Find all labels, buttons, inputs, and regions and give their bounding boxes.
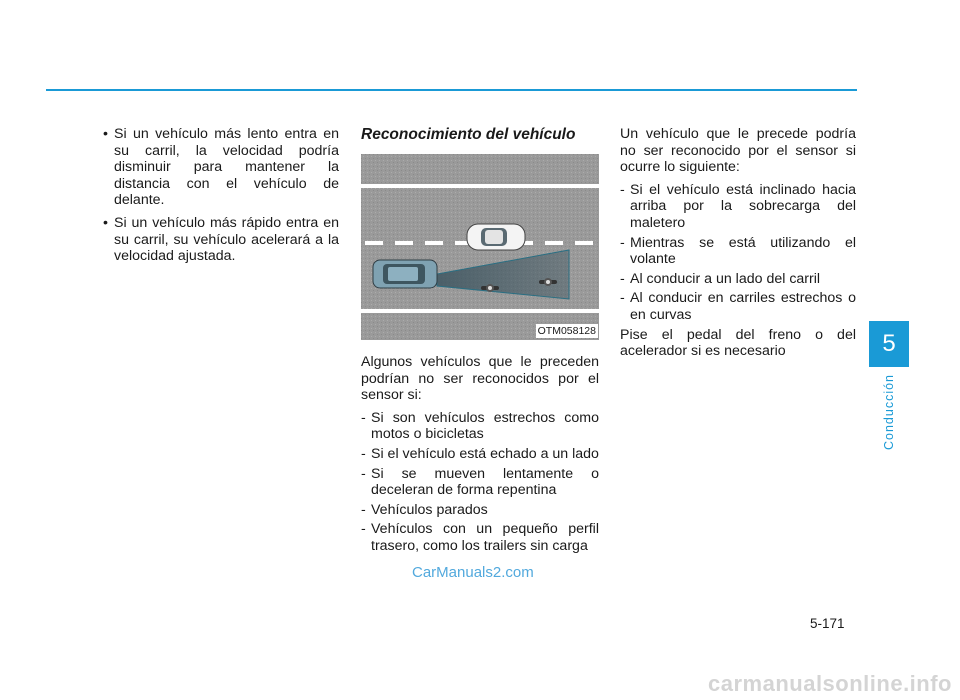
bullet-list (100, 126, 339, 265)
own-vehicle (373, 260, 437, 288)
watermark: CarManuals2.com (412, 564, 534, 581)
paragraph: Un vehículo que le precede podría no ser reconocido por el sensor si ocurre lo siguiente: (620, 126, 856, 176)
column-3 (620, 126, 856, 366)
preceding-car (467, 224, 525, 250)
road-edge-line (361, 184, 599, 188)
list-item: - Al conducir en carriles estrechos o en curvas (620, 290, 856, 323)
list-item: - Si se mueven lentamente o deceleran de forma repentina (361, 466, 599, 499)
road-illustration (361, 154, 599, 340)
list-item: • Si un vehículo más rápido entra en su carril, su vehículo acelerará a la velocidad ajustada. (100, 215, 339, 265)
top-rule (46, 89, 857, 91)
list-item: - Si son vehículos estrechos como motos o bicicletas (361, 410, 599, 443)
column-1 (100, 126, 339, 271)
list-item: - Si el vehículo está inclinado hacia arriba por la sobrecarga del maletero (620, 182, 856, 232)
figure-code: OTM058128 (537, 325, 596, 337)
list-item: • Si un vehículo más lento entra en su carril, la velocidad podría disminuir para mantener la distancia con el vehículo de delante. (100, 126, 339, 209)
chapter-number: 5 (882, 330, 896, 357)
list-item: - Mientras se está utilizando el volante (620, 235, 856, 268)
vehicle-recognition-figure (361, 154, 599, 340)
footer-watermark: carmanualsonline.info (708, 671, 952, 696)
section-heading: Reconocimiento del vehículo (361, 126, 576, 143)
paragraph: Pise el pedal del freno o del acelerador si es necesario (620, 326, 856, 360)
list-item: - Si el vehículo está echado a un lado (361, 446, 599, 463)
column-2 (361, 126, 599, 558)
page-number: 5-171 (810, 616, 845, 631)
road-edge-line (361, 309, 599, 313)
list-item: - Al conducir a un lado del carril (620, 271, 856, 288)
list-item: - Vehículos con un pequeño perfil trasero, como los trailers sin carga (361, 521, 599, 554)
dash-list (620, 182, 856, 324)
list-item: - Vehículos parados (361, 502, 599, 519)
chapter-tab (869, 321, 909, 367)
chapter-label: Conducción (882, 373, 896, 451)
dash-list (361, 410, 599, 555)
paragraph: Algunos vehículos que le preceden podrían no ser reconocidos por el sensor si: (361, 354, 599, 404)
